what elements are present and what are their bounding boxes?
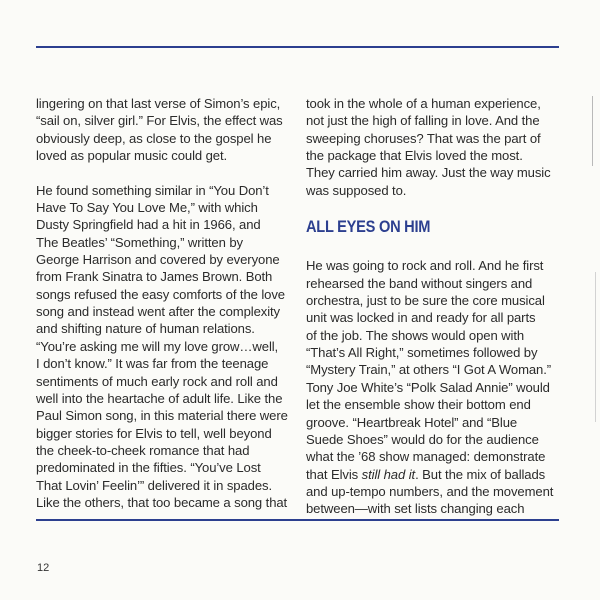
left-paragraph-2	[36, 182, 290, 512]
text-line: That Lovin’ Feelin’” delivered it in spades.	[36, 477, 273, 493]
text-line: the cheek-to-cheek romance that had	[36, 442, 250, 458]
page-number: 12	[37, 562, 50, 574]
text-line: bigger stories for Elvis to tell, well beyond	[36, 425, 272, 441]
text-line: songs refused the easy comforts of the love	[36, 286, 285, 302]
text-line: the package that Elvis loved the most.	[306, 148, 523, 164]
text-line: He found something similar in “You Don’t	[36, 182, 269, 198]
right-intro-paragraph	[306, 95, 560, 199]
right-column	[306, 95, 560, 518]
text-line: well into the heartache of adult life. Like the	[36, 390, 283, 406]
text-line: lingering on that last verse of Simon’s epic,	[36, 96, 281, 111]
text-line: what the ’68 show managed: demonstrate	[306, 449, 546, 465]
text-line: sentiments of much early rock and roll and	[36, 373, 278, 389]
italic-phrase: still had it	[361, 466, 416, 482]
text-line: took in the whole of a human experience,	[306, 96, 541, 111]
text-line: “You’re asking me will my love grow…well,	[36, 338, 279, 354]
text-segment: . But the mix of ballads	[415, 466, 546, 482]
text-line: sweeping choruses? That was the part of	[306, 130, 541, 146]
text-line: from Frank Sinatra to James Brown. Both	[36, 269, 273, 285]
text-line: and up-tempo numbers, and the movement	[306, 483, 554, 499]
text-line: unit was locked in and ready for all parts	[306, 310, 536, 326]
text-line: George Harrison and covered by everyone	[36, 252, 280, 268]
text-line: not just the high of falling in love. And the	[306, 113, 540, 129]
text-line: let the ensemble show their bottom end	[306, 397, 531, 413]
right-body-paragraph	[306, 257, 560, 517]
page-edge-shadow	[592, 96, 600, 166]
text-line: obviously deep, as close to the gospel he	[36, 130, 272, 146]
text-line: between—with set lists changing each	[306, 501, 525, 517]
page-edge-shadow	[595, 272, 600, 422]
bottom-rule	[36, 519, 559, 521]
text-line: He was going to rock and roll. And he first	[306, 258, 544, 274]
text-line: loved as popular music could get.	[36, 148, 228, 164]
text-line: Like the others, that too became a song that	[36, 494, 288, 510]
text-line: Suede Shoes” would do for the audience	[306, 431, 539, 447]
text-line: song and instead went after the complexity	[36, 304, 280, 320]
text-line: and shifting nature of human relations.	[36, 321, 255, 337]
section-heading: ALL EYES ON HIM	[306, 217, 431, 237]
text-segment: that Elvis	[306, 466, 362, 482]
text-line-with-italic	[306, 466, 560, 483]
text-line: They carried him away. Just the way music	[306, 165, 551, 181]
text-line: Dusty Springfield had a hit in 1966, and	[36, 217, 261, 233]
text-line: Paul Simon song, in this material there were	[36, 408, 288, 424]
text-line: Have To Say You Love Me,” with which	[36, 200, 258, 216]
text-line: I don’t know.” It was far from the teenage	[36, 356, 269, 372]
text-line: “sail on, silver girl.” For Elvis, the effect was	[36, 113, 283, 129]
text-line: groove. “Heartbreak Hotel” and “Blue	[306, 414, 518, 430]
text-line: orchestra, just to be sure the core musical	[306, 293, 545, 309]
text-line: “That’s All Right,” sometimes followed by	[306, 345, 538, 361]
text-line: was supposed to.	[306, 182, 407, 198]
text-line: “Mystery Train,” at others “I Got A Woman.”	[306, 362, 552, 378]
left-paragraph-1	[36, 95, 290, 164]
top-rule	[36, 46, 559, 48]
text-line: predominated in the fifties. “You’ve Lost	[36, 460, 261, 476]
text-line: rehearsed the band without singers and	[306, 275, 533, 291]
text-line: The Beatles’ “Something,” written by	[36, 234, 243, 250]
text-line: Tony Joe White’s “Polk Salad Annie” would	[306, 379, 550, 395]
text-line: of the job. The shows would open with	[306, 327, 525, 343]
left-column	[36, 95, 290, 511]
